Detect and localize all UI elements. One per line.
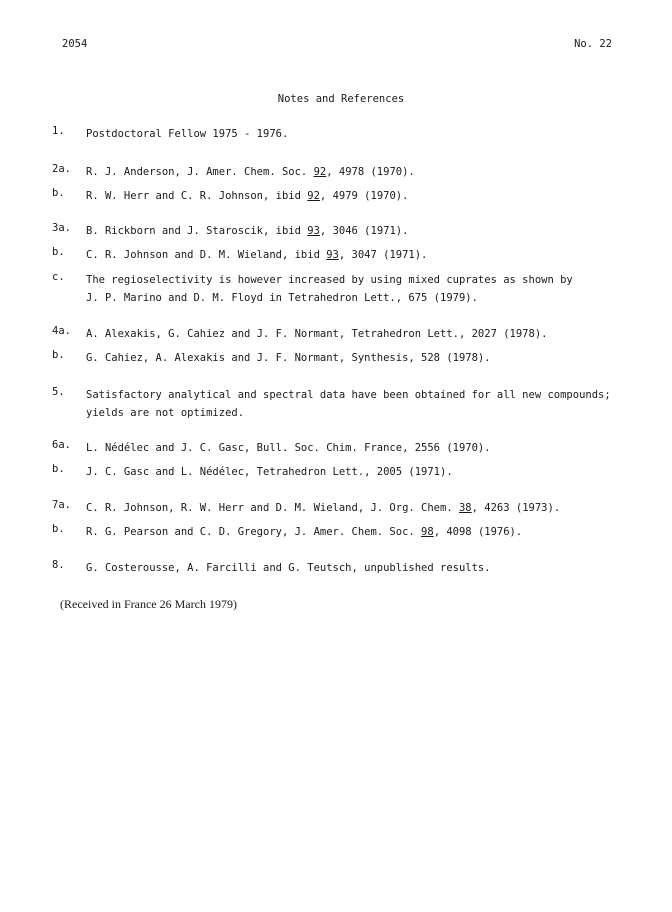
reference-text [86,523,646,541]
reference-text [86,187,646,205]
reference-number: b. [52,246,65,258]
reference-text-part: Postdoctoral Fellow 1975 - 1976. [86,128,289,140]
reference-text-part: A. Alexakis, G. Cahiez and J. F. Normant, Tetrahedron Lett., 2027 (1978). [86,328,548,340]
reference-text [86,386,646,422]
reference-number: 5. [52,386,65,398]
reference-number: b. [52,187,65,199]
reference-text-part: J. C. Gasc and L. Nédélec, Tetrahedron Lett., 2005 (1971). [86,466,453,478]
volume-number: 92 [307,190,320,202]
reference-text [86,271,646,307]
reference-text [86,246,646,264]
reference-text-part: C. R. Johnson, R. W. Herr and D. M. Wieland, J. Org. Chem. [86,502,459,514]
issue-number: No. 22 [574,38,612,50]
reference-text [86,559,646,577]
reference-text-part: The regioselectivity is however increased by using mixed cuprates as shown by J. P. Marino and D. M. Floyd in Tetrahedron Lett., 675 (1979). [86,274,573,304]
volume-number: 93 [307,225,320,237]
reference-text-part: G. Costerousse, A. Farcilli and G. Teutsch, unpublished results. [86,562,491,574]
reference-text [86,222,646,240]
reference-number: 6a. [52,439,71,451]
reference-number: 4a. [52,325,71,337]
volume-number: 93 [326,249,339,261]
reference-text [86,125,646,143]
reference-text-part: , 4098 (1976). [433,526,523,538]
reference-number: 3a. [52,222,71,234]
reference-number: 2a. [52,163,71,175]
reference-text-part: C. R. Johnson and D. M. Wieland, ibid [86,249,327,261]
received-date: (Received in France 26 March 1979) [60,597,237,611]
reference-number: c. [52,271,65,283]
reference-number: b. [52,523,65,535]
reference-text-part: , 3047 (1971). [338,249,428,261]
reference-text-part: Satisfactory analytical and spectral data have been obtained for all new compounds; yields are not optimized. [86,389,611,419]
reference-text [86,463,646,481]
reference-text-part: , 3046 (1971). [319,225,409,237]
reference-text-part: G. Cahiez, A. Alexakis and J. F. Normant, Synthesis, 528 (1978). [86,352,491,364]
reference-text [86,439,646,457]
reference-number: b. [52,463,65,475]
page-number: 2054 [62,38,88,50]
reference-text [86,325,646,343]
volume-number: 38 [458,502,472,514]
reference-text-part: R. W. Herr and C. R. Johnson, ibid [86,190,308,202]
reference-text-part: B. Rickborn and J. Staroscik, ibid [86,225,308,237]
reference-text-part: , 4978 (1970). [326,166,415,178]
reference-number: b. [52,349,65,361]
reference-text-part: R. J. Anderson, J. Amer. Chem. Soc. [86,166,314,178]
section-title: Notes and References [277,93,405,105]
reference-text-part: L. Nédélec and J. C. Gasc, Bull. Soc. Chim. France, 2556 (1970). [86,442,491,454]
volume-number: 92 [313,166,327,178]
reference-number: 7a. [52,499,71,511]
reference-text [86,499,646,517]
reference-text-part: , 4979 (1970). [319,190,409,202]
volume-number: 98 [421,526,434,538]
reference-number: 1. [52,125,65,137]
reference-number: 8. [52,559,65,571]
reference-text [86,349,646,367]
reference-text-part: R. G. Pearson and C. D. Gregory, J. Amer. Chem. Soc. [86,526,422,538]
reference-text-part: , 4263 (1973). [471,502,561,514]
reference-text [86,163,646,181]
